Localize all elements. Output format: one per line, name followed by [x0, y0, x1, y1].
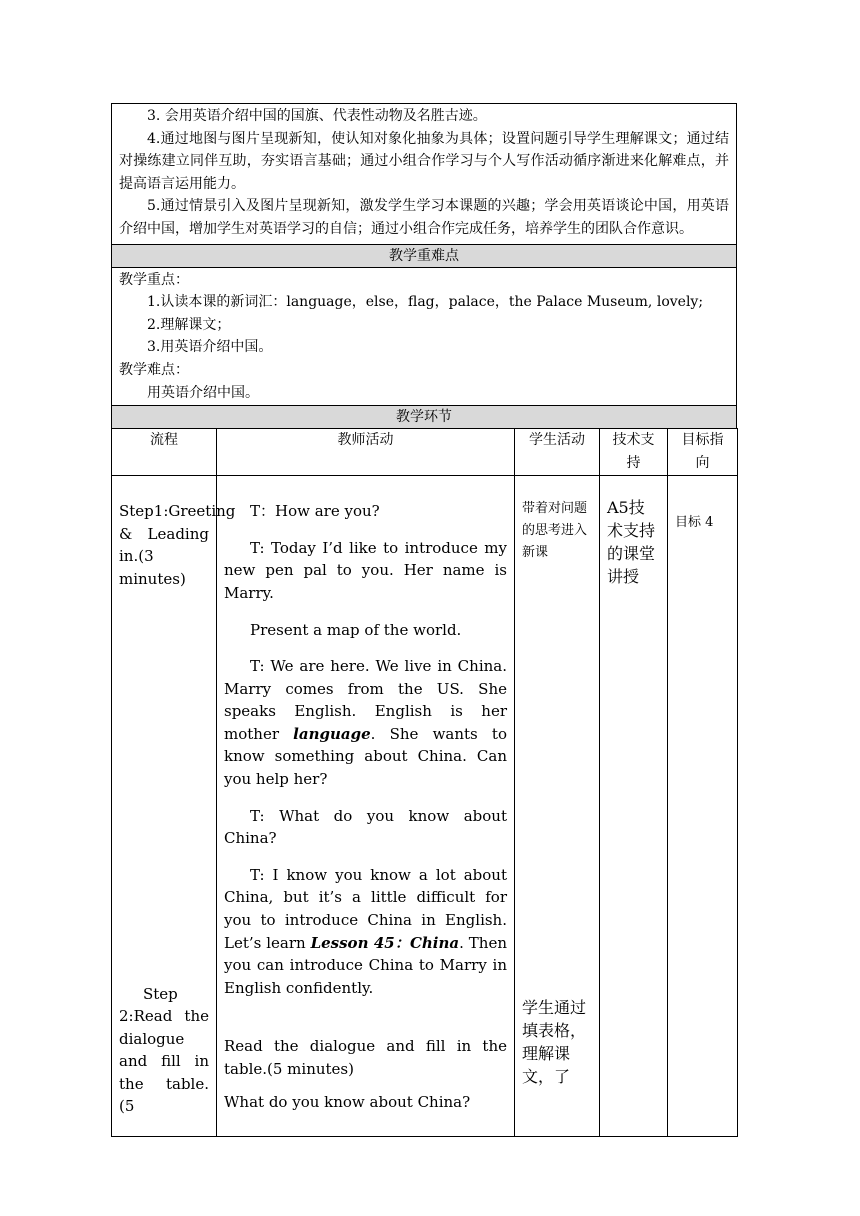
- process-step-row: [112, 476, 738, 1137]
- step1-goal: 目标 4: [675, 515, 714, 531]
- col-teacher: 教师活动: [217, 429, 515, 476]
- difficulty-label: 教学难点：: [119, 361, 189, 378]
- teacher-line-2: T: Today I’d like to introduce my new pen pal to you. Her name is Marry.: [224, 538, 507, 602]
- teacher-line-4-bold: language: [293, 724, 371, 743]
- col-goal: 目标指向: [668, 429, 738, 476]
- focus-label: 教学重点：: [119, 271, 189, 288]
- col-student: 学生活动: [515, 429, 600, 476]
- step2-teacher-line-1: Read the dialogue and fill in the table.(5 minutes): [224, 1037, 507, 1078]
- flow-cell: [112, 476, 236, 1137]
- key-points-block: [111, 267, 737, 406]
- tech-cell: [600, 476, 668, 1137]
- process-header: 教学环节: [111, 405, 737, 428]
- focus-item-2: 2.理解课文；: [147, 316, 231, 333]
- teacher-line-4: [224, 655, 507, 791]
- process-table: [111, 428, 738, 1137]
- teacher-line-4-a: T: We are here. We live in China. Marry comes from the US. She speaks English. English is her mother: [224, 657, 507, 743]
- focus-item-3: 3.用英语介绍中国。: [147, 339, 273, 356]
- goal-cell: [668, 476, 738, 1137]
- step2-teacher-line-2: What do you know about China?: [224, 1092, 471, 1111]
- teacher-line-5: T: What do you know about China?: [224, 806, 507, 848]
- teacher-line-6-a: T: I know you know a lot about China, but it’s a little difficult for you to introduce China in English. Let’s learn: [224, 865, 507, 952]
- difficulty-item-1: 用英语介绍中国。: [147, 384, 259, 401]
- objective-4: 4.通过地图与图片呈现新知，使认知对象化抽象为具体；设置问题引导学生理解课文；通过结对操练建立同伴互助，夯实语言基础；通过小组合作学习与个人写作活动循序渐进来化解难点，并提高语言运用能力。: [119, 130, 729, 192]
- focus-item-1: 1.认读本课的新词汇：language，else，flag，palace，the Palace Museum, lovely;: [147, 294, 704, 311]
- teacher-line-3: Present a map of the world.: [250, 620, 462, 639]
- student-cell: [515, 476, 600, 1137]
- process-table-header-row: [112, 429, 738, 476]
- teacher-line-4-b: . She wants to know something about China. Can you help her?: [224, 724, 507, 789]
- objective-3: 3. 会用英语介绍中国的国旗、代表性动物及名胜古迹。: [147, 108, 487, 124]
- step2-flow: Step 2:Read the dialogue and fill in the table. (5: [119, 984, 209, 1116]
- col-tech: 技术支持: [600, 429, 668, 476]
- teacher-line-6-bold: Lesson 45：China: [310, 933, 460, 952]
- teacher-cell: [217, 476, 515, 1137]
- lesson-plan-sheet: [111, 103, 737, 1137]
- col-flow: 流程: [112, 429, 217, 476]
- step1-flow: Step1:Greeting & Leading in.(3 minutes): [119, 502, 236, 588]
- step2-student: 学生通过填表格，理解课文，了: [522, 998, 587, 1087]
- key-points-header: 教学重难点: [111, 244, 737, 267]
- teacher-line-6-b: . Then you can introduce China to Marry in English confidently.: [224, 933, 507, 997]
- step1-student: 带着对问题的思考进入新课: [522, 501, 588, 561]
- step1-tech: A5技术支持的课堂讲授: [607, 498, 656, 587]
- teacher-line-1: T：How are you?: [250, 502, 380, 521]
- teacher-line-6: [224, 864, 507, 1000]
- objective-5: 5.通过情景引入及图片呈现新知，激发学生学习本课题的兴趣；学会用英语谈论中国，用英语介绍中国，增加学生对英语学习的自信；通过小组合作完成任务，培养学生的团队合作意识。: [119, 198, 729, 237]
- objectives-block: [111, 103, 737, 244]
